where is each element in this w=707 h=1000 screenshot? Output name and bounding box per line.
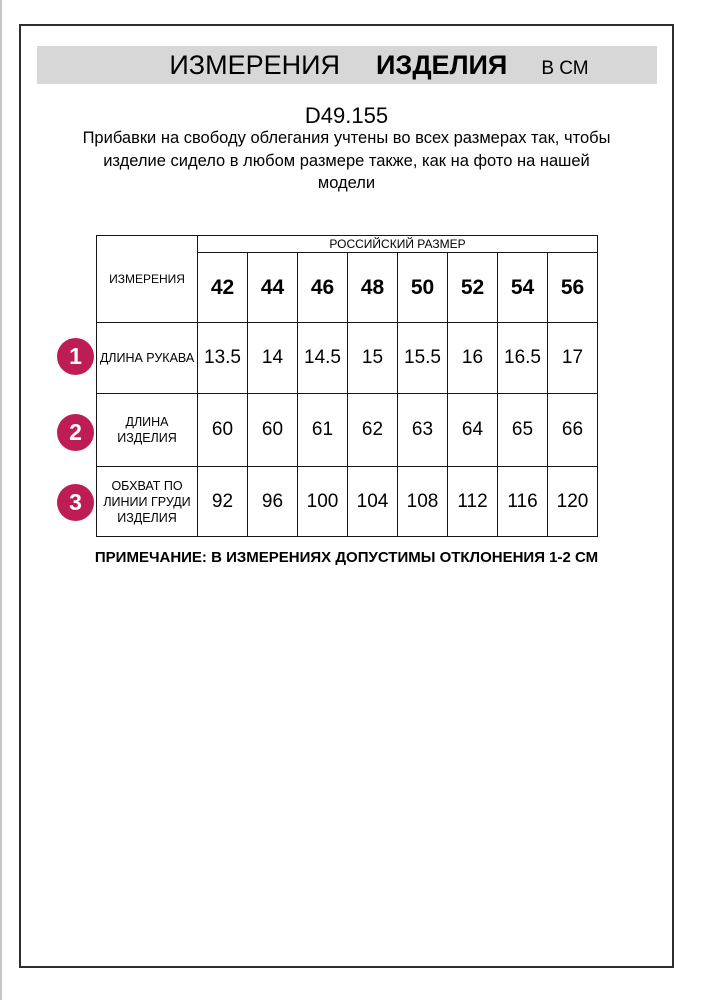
product-code: D49.155 [304,103,389,128]
measurements-header-cell: ИЗМЕРЕНИЯ [97,236,198,323]
size-header-52: 52 [448,253,498,323]
value-cell: 100 [298,467,348,537]
value-cell: 13.5 [198,323,248,394]
title-measurements: ИЗМЕРЕНИЯ [169,50,340,80]
size-header-48: 48 [348,253,398,323]
row-marker-1: 1 [57,338,94,375]
row-marker-2: 2 [57,414,94,451]
table-row-sleeve-length [97,323,598,394]
size-header-42: 42 [198,253,248,323]
table-row-chest-girth [97,467,598,537]
product-description [21,127,672,195]
value-cell: 60 [198,394,248,467]
value-cell: 16 [448,323,498,394]
size-header-56: 56 [548,253,598,323]
value-cell: 120 [548,467,598,537]
value-cell: 63 [398,394,448,467]
row-label-cell: ОБХВАТ ПО ЛИНИИ ГРУДИ ИЗДЕЛИЯ [97,467,198,537]
size-header-46: 46 [298,253,348,323]
title-product-word: ИЗДЕЛИЯ [376,50,508,80]
value-cell: 64 [448,394,498,467]
title-units: В СМ [541,58,589,79]
value-cell: 17 [548,323,598,394]
table-row-item-length [97,394,598,467]
row-label-cell: ДЛИНА РУКАВА [97,323,198,394]
size-header-54: 54 [498,253,548,323]
scan-edge-artifact [0,0,2,1000]
value-cell: 116 [498,467,548,537]
size-table [96,235,598,537]
value-cell: 60 [248,394,298,467]
value-cell: 14.5 [298,323,348,394]
title-bar [37,46,657,84]
value-cell: 16.5 [498,323,548,394]
value-cell: 62 [348,394,398,467]
note-text: ПРИМЕЧАНИЕ: В ИЗМЕРЕНИЯХ ДОПУСТИМЫ ОТКЛОНЕНИЯ 1-2 СМ [94,549,599,566]
description-line-3: модели [317,174,376,192]
value-cell: 104 [348,467,398,537]
group-header-cell: РОССИЙСКИЙ РАЗМЕР [198,236,598,253]
value-cell: 112 [448,467,498,537]
value-cell: 108 [398,467,448,537]
description-line-2: изделие сидело в любом размере также, как на фото на нашей [103,151,590,170]
value-cell: 14 [248,323,298,394]
value-cell: 65 [498,394,548,467]
value-cell: 92 [198,467,248,537]
row-label-cell: ДЛИНА ИЗДЕЛИЯ [97,394,198,467]
row-marker-3: 3 [57,484,94,521]
value-cell: 15 [348,323,398,394]
value-cell: 66 [548,394,598,467]
size-header-44: 44 [248,253,298,323]
value-cell: 96 [248,467,298,537]
document-page [19,24,674,968]
value-cell: 15.5 [398,323,448,394]
size-header-50: 50 [398,253,448,323]
description-line-1: Прибавки на свободу облегания учтены во всех размерах так, чтобы [82,129,611,147]
value-cell: 61 [298,394,348,467]
